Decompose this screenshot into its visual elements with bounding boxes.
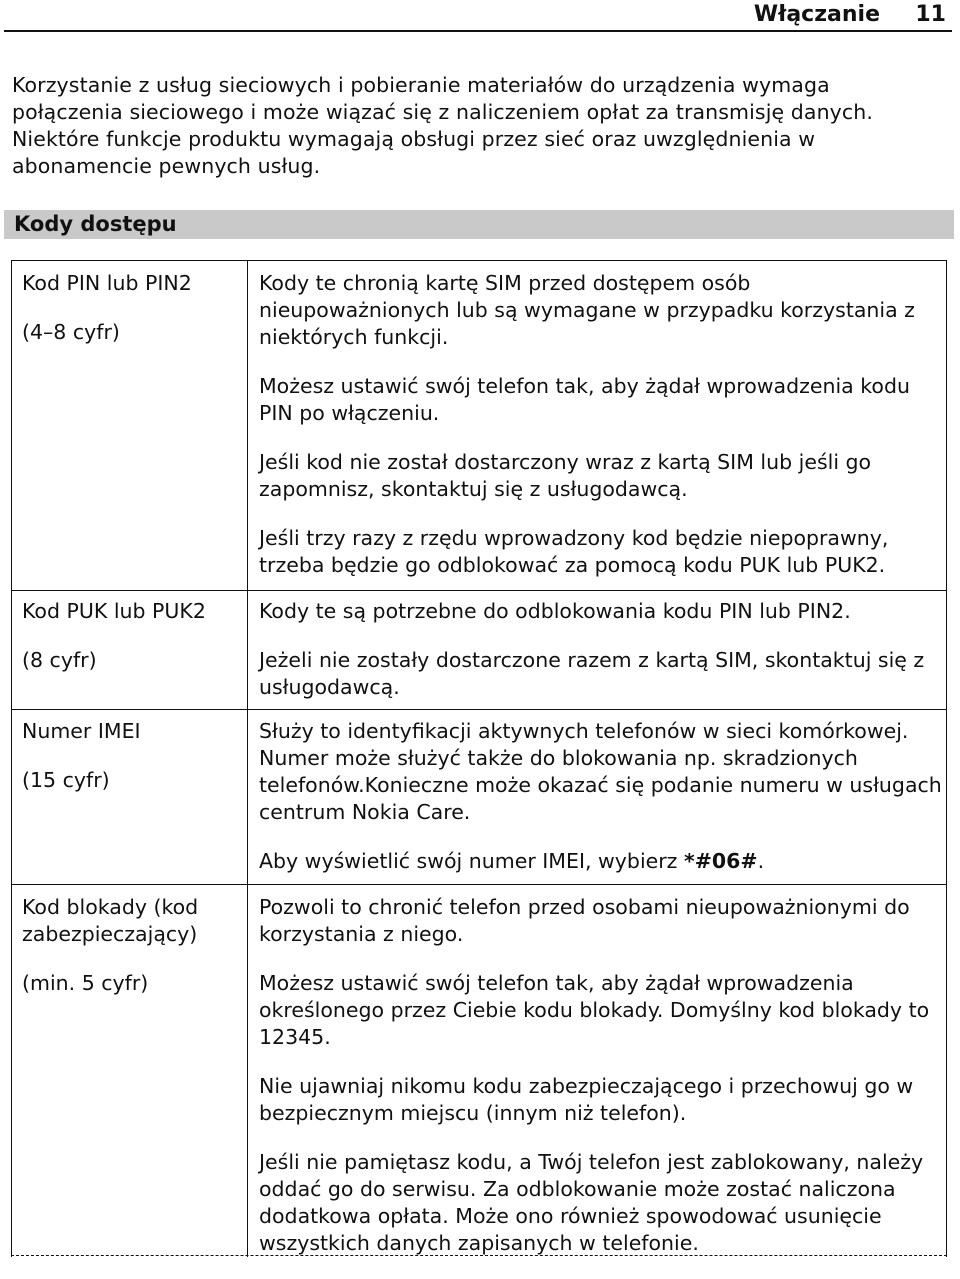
row-description-lock [259,894,943,1279]
description-paragraph: Jeśli kod nie został dostarczony wraz z kartą SIM lub jeśli go zapomnisz, skontaktuj się z usługodawcą. [259,450,872,501]
imei-code: *#06# [683,849,758,873]
description-paragraph: Służy to identyfikacji aktywnych telefonów w sieci komórkowej. Numer może służyć także do blokowania np. skradzionych telefonów.Konieczne może okazać się podanie numeru w usługach centrum Nokia Care. [259,719,942,824]
row-description-puk [259,598,943,723]
description-paragraph: Możesz ustawić swój telefon tak, aby żądał wprowadzenia kodu PIN po włączeniu. [259,374,910,425]
description-paragraph: Jeśli trzy razy z rzędu wprowadzony kod będzie niepoprawny, trzeba będzie go odblokować za pomocą kodu PUK lub PUK2. [259,526,889,577]
row-description-imei [259,718,943,897]
row-sublabel: (min. 5 cyfr) [22,971,149,995]
row-label-pin [22,270,242,368]
row-label: Kod PUK lub PUK2 [22,599,206,623]
section-heading: Kody dostępu [14,212,177,236]
row-description-pin [259,270,943,601]
intro-line: Niektóre funkcje produktu wymagają obsługi przez sieć oraz uwzględnienia w [12,127,816,151]
row-label-puk [22,598,242,696]
description-paragraph: Jeśli nie pamiętasz kodu, a Twój telefon jest zablokowany, należy oddać go do serwisu. Za odblokowanie może zostać naliczona dodatkowa opłata. Może ono również spowodować usunięcie wszystkich danych zapisanych w telefonie. [259,1150,924,1255]
row-sublabel: (8 cyfr) [22,648,97,672]
intro-line: abonamencie pewnych usług. [12,154,321,178]
section-heading-band [4,210,954,239]
access-codes-table [11,260,947,1257]
page-header [4,0,952,32]
description-paragraph: Kody te są potrzebne do odblokowania kodu PIN lub PIN2. [259,599,851,623]
description-paragraph: Nie ujawniaj nikomu kodu zabezpieczającego i przechowuj go w bezpiecznym miejscu (innym niż telefon). [259,1074,914,1125]
row-sublabel: (15 cyfr) [22,768,110,792]
intro-paragraph [12,72,942,180]
column-divider [247,261,248,1257]
row-label: Kod blokady (kod zabezpieczający) [22,895,199,946]
row-label-lock [22,894,242,1019]
imei-suffix: . [757,849,765,873]
description-paragraph: Kody te chronią kartę SIM przed dostępem osób nieupoważnionych lub są wymagane w przypadku korzystania z niektórych funkcji. [259,271,915,349]
section-title: Włączanie [753,2,880,27]
description-paragraph: Pozwoli to chronić telefon przed osobami nieupoważnionymi do korzystania z niego. [259,895,910,946]
row-label: Numer IMEI [22,719,141,743]
row-sublabel: (4–8 cyfr) [22,320,120,344]
page-break-line [11,1255,947,1256]
imei-instruction [259,848,943,875]
row-label-imei [22,718,242,816]
page-number: 11 [915,2,946,27]
description-paragraph: Możesz ustawić swój telefon tak, aby żądał wprowadzenia określonego przez Ciebie kodu blokady. Domyślny kod blokady to 12345. [259,971,930,1049]
imei-prefix: Aby wyświetlić swój numer IMEI, wybierz [259,849,684,873]
intro-line: połączenia sieciowego i może wiązać się z naliczeniem opłat za transmisję danych. [12,100,873,124]
intro-line: Korzystanie z usług sieciowych i pobieranie materiałów do urządzenia wymaga [12,73,830,97]
description-paragraph: Jeżeli nie zostały dostarczone razem z kartą SIM, skontaktuj się z usługodawcą. [259,648,925,699]
row-label: Kod PIN lub PIN2 [22,271,192,295]
